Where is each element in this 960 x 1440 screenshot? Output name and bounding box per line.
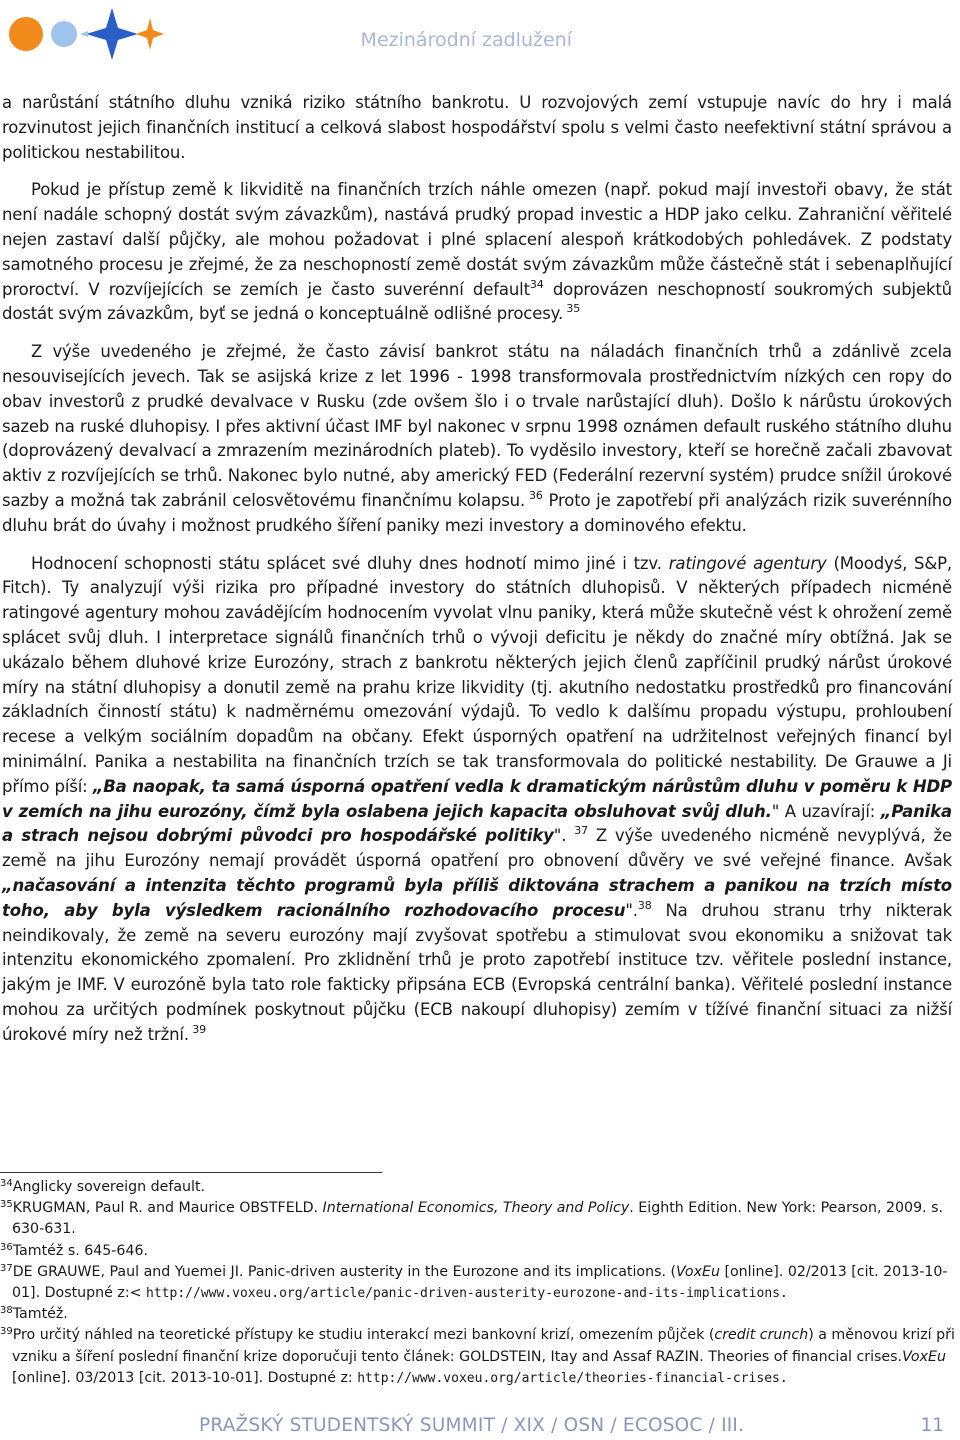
- footnote-ref[interactable]: 34: [529, 277, 544, 291]
- paragraph-1: a narůstání státního dluhu vzniká riziko státního bankrotu. U rozvojových zemí vstupuje navíc do hry i malá rozvinutost jejich finančních institucí a celková slabost hospodářství spolu s velmi často neefektivní státní správou a politickou nestabilitou.: [2, 93, 952, 162]
- footnote-ref[interactable]: 38: [637, 898, 652, 912]
- link[interactable]: http://www.voxeu.org/article/panic-driven-austerity-eurozone-and-its-implications.: [146, 1286, 788, 1302]
- footnotes: [0, 1172, 955, 1389]
- logo: [4, 4, 164, 64]
- footnote-ref[interactable]: 39: [188, 1022, 206, 1036]
- paragraph-3: Z výše uvedeného je zřejmé, že často závisí bankrot státu na náladách finančních trhů a zdánlivě zcela nesouvisejících jevech. Tak se asijská krize z let 1996 - 1998 transformovala prostřednictvím nízkých cen ropy do obav investorů z prudké devalvace v Rusku (zde ovšem šlo i o trvale narůstající dluh). Došlo k nárůstu úrokových sazeb na ruské dluhopisy. I přes aktivní účast IMF byl nakonec v srpnu 1998 oznámen default ruského státního dluhu (doprovázený devalvací a zmrazením mezinárodních plateb). To vyděsilo investory, kteří se horečně začali zbavovat aktiv z rozvíjejících se trhů. Nakonec bylo nutné, aby americký FED (Federální rezervní systém) prudce snížil úrokové sazby a možná tak zabránil celosvětovému finančnímu kolapsu. $^{36}$ Proto je zapotřebí při analýzách rizik suverénního dluhu brát do úvahy i možnost prudkého šíření paniky mezi investory a dominového efektu.: [2, 342, 952, 535]
- footnote-38: $^{38}$Tamtéž.: [0, 1305, 68, 1323]
- italic-term: ratingové agentury: [668, 553, 827, 573]
- quote: „Ba naopak, ta samá úsporná opatření vedla k dramatickým nárůstům dluhu v poměru k HDP v zemích na jihu eurozóny, čímž byla oslabena jejich kapacita obsluhovat svůj dluh.: [2, 776, 952, 821]
- footnote-36: $^{36}$Tamtéž s. 645-646.: [0, 1241, 149, 1259]
- footnote-39: $^{39}$Pro určitý náhled na teoretické přístupy ke studiu interakcí mezi bankovní krizí, omezením půjček (credit crunch) a měnovou krizí při vzniku a šíření poslední finanční krize doporučuji tento článek: GOLDSTEIN, Itay and Assaf RAZIN. Theories of financial crises.VoxEu [online]. 03/2013 [cit. 2013-10-01]. Dostupné z: http://www.voxeu.org/article/theories-financial-crises.: [0, 1326, 955, 1386]
- page-number: 11: [920, 1415, 944, 1436]
- footnote-ref[interactable]: 35: [563, 302, 581, 316]
- footnote-ref[interactable]: 37: [574, 824, 588, 838]
- footnote-35: $^{35}$KRUGMAN, Paul R. and Maurice OBSTFELD. International Economics, Theory and Policy. Eighth Edition. New York: Pearson, 2009. s. 630-631.: [0, 1199, 944, 1238]
- footnote-34: $^{34}$Anglicky sovereign default.: [0, 1178, 206, 1195]
- paragraph-2: Pokud je přístup země k likviditě na finančních trzích náhle omezen (např. pokud mají investoři obavy, že stát není nadále schopný dostát svým závazkům), nastává prudký propad investic a HDP jako celku. Zahraniční věřitelé nejen zastaví další půjčky, ale mohou požadovat i plné splacení alespoň krátkodobých pohledávek. Z podstaty samotného procesu je zřejmé, že za neschopností země dostát svým závazkům může částečně stát i sebenaplňující proroctví. V rozvíjejících se zemích je často suverénní default$^{34}$ doprovázen neschopností soukromých subjektů dostát svým závazkům, byť se jedná o konceptuálně odlišné procesy. $^{35}$: [2, 180, 952, 324]
- logo-circle-icon: [9, 17, 43, 51]
- quote: „načasování a intenzita těchto programů byla příliš diktována strachem a panikou na trzích místo toho, aby byla výsledkem racionálního rozhodovacího procesu: [2, 875, 952, 920]
- link[interactable]: http://www.voxeu.org/article/theories-financial-crises.: [357, 1370, 788, 1386]
- footnote-divider: [0, 1172, 382, 1173]
- quote: „Panika a strach nejsou dobrými původci pro hospodářské politiky: [2, 801, 952, 846]
- paragraph-4: Hodnocení schopnosti státu splácet své dluhy dnes hodnotí mimo jiné i tzv. ratingové agentury (Moodyś, S&P, Fitch). Ty analyzují výši rizika pro případné investory do státních dluhopisů. V některých případech nicméně ratingové agentury mohou zavádějícím hodnocením vyvolat vlnu paniky, která může skutečně vést k ohrožení země splácet svůj dluh. I interpretace signálů finančních trhů o vývoji deficitu je někdy do značné míry obtížná. Jak se ukázalo během dluhové krize Eurozóny, strach z bankrotu některých jejich členů zapříčinil prudký nárůst úrokové míry na státní dluhopisy a donutil země na prahu krize likvidity (tj. akutního nedostatku prostředků pro financování základních činností státu) k nadměrnému omezování výdajů. To vedlo k dalšímu propadu výstupu, prohloubení recese a velkým sociálním dopadům na občany. Efekt úsporných opatření na udržitelnost veřejných financí byl minimální. Panika a nestabilita na finančních trzích se tak transformovala do politické nestability. De Grauwe a Ji přímo píší: „Ba naopak, ta samá úsporná opatření vedla k dramatickým nárůstům dluhu v poměru k HDP v zemích na jihu eurozóny, čímž byla oslabena jejich kapacita obsluhovat svůj dluh." A uzavírají: „Panika a strach nejsou dobrými původci pro hospodářské politiky". $^{37}$ Z výše uvedeného nicméně nevyplývá, že země na jihu Eurozóny nemají provádět úsporná opatření pro obnovení důvěry ve své veřejné finance. Avšak „načasování a intenzita těchto programů byla příliš diktována strachem a panikou na trzích místo toho, aby byla výsledkem racionálního rozhodovacího procesu".$^{38}$ Na druhou stranu trhy nikterak neindikovaly, že země na severu eurozóny mají zvyšovat spotřebu a stimulovat svou ekonomiku a snižovat tak intenzitu ekonomického zpomalení. Pro zklidnění trhů je proto zapotřebí instituce tzv. věřitele poslední instance, jakým je IMF. V eurozóně byla tato role fakticky připsána ECB (Evropská centrální banka). Věřitelé poslední instance mohou za určitých podmínek poskytnout půjčku (ECB nakoupí dluhopisy) zemím v tížívé finanční situaci za nižší úrokové míry než tržní. $^{39}$: [2, 553, 953, 1044]
- main-text: [2, 91, 952, 1047]
- header-title: Mezinárodní zadlužení: [360, 29, 572, 51]
- footer-text: PRAŽSKÝ STUDENTSKÝ SUMMIT / XIX / OSN / ECOSOC / III.: [199, 1415, 745, 1436]
- footnote-ref[interactable]: 36: [525, 488, 543, 502]
- footnote-37: $^{37}$DE GRAUWE, Paul and Yuemei JI. Panic-driven austerity in the Eurozone and its implications. (VoxEu [online]. 02/2013 [cit. 2013-10-01]. Dostupné z:< http://www.voxeu.org/article/panic-driven-austerity-eurozone-and-its-implications.: [0, 1262, 948, 1302]
- logo-star-icon: [86, 8, 138, 60]
